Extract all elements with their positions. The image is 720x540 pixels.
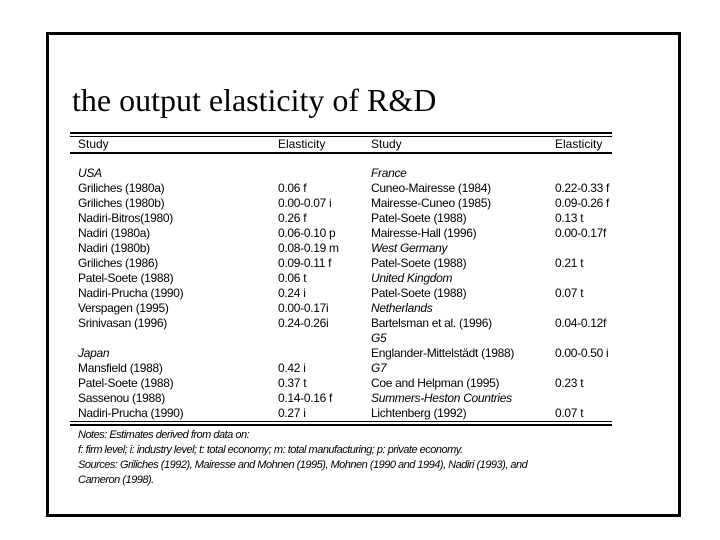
- study-name: Cuneo-Mairesse (1984): [371, 181, 491, 195]
- elasticity-value: 0.42 i: [278, 361, 306, 375]
- study-name: Griliches (1980a): [78, 181, 165, 195]
- elasticity-value: 0.07 t: [555, 406, 584, 420]
- country-group-heading: Netherlands: [371, 301, 433, 315]
- elasticity-value: 0.24 i: [278, 286, 306, 300]
- study-name: Sassenou (1988): [78, 391, 165, 405]
- elasticity-value: 0.00-0.07 i: [278, 196, 332, 210]
- elasticity-value: 0.06-0.10 p: [278, 226, 336, 240]
- elasticity-value: 0.21 t: [555, 256, 584, 270]
- table-bottom-rule-thin: [70, 421, 612, 422]
- elasticity-value: 0.37 t: [278, 376, 307, 390]
- study-name: Englander-Mittelstädt (1988): [371, 346, 515, 360]
- study-name: Lichtenberg (1992): [371, 406, 467, 420]
- elasticity-value: 0.23 t: [555, 376, 584, 390]
- header-rule: [70, 152, 612, 154]
- study-name: Bartelsman et al. (1996): [371, 316, 492, 330]
- elasticity-value: 0.09-0.26 f: [555, 196, 610, 210]
- table-bottom-rule: [70, 424, 612, 426]
- elasticity-value: 0.22-0.33 f: [555, 181, 610, 195]
- country-group-heading: G5: [371, 331, 387, 345]
- country-group-heading: USA: [78, 166, 102, 180]
- elasticity-value: 0.24-0.26i: [278, 316, 329, 330]
- elasticity-value: 0.04-0.12f: [555, 316, 607, 330]
- study-name: Nadiri-Bitros(1980): [78, 211, 173, 225]
- study-name: Nadiri-Prucha (1990): [78, 406, 184, 420]
- country-group-heading: United Kingdom: [371, 271, 453, 285]
- notes-line: Cameron (1998).: [78, 474, 154, 486]
- header-study-left: Study: [78, 137, 109, 151]
- header-study-right: Study: [371, 137, 402, 151]
- study-name: Nadiri (1980b): [78, 241, 150, 255]
- elasticity-value: 0.07 t: [555, 286, 584, 300]
- study-name: Nadiri (1980a): [78, 226, 150, 240]
- study-name: Patel-Soete (1988): [78, 271, 174, 285]
- study-name: Nadiri-Prucha (1990): [78, 286, 184, 300]
- notes-line: Notes: Estimates derived from data on:: [78, 429, 250, 441]
- slide-title: the output elasticity of R&D: [72, 82, 437, 118]
- elasticity-value: 0.14-0.16 f: [278, 391, 333, 405]
- table-top-rule-thin: [70, 136, 612, 137]
- table-top-rule: [70, 132, 612, 134]
- country-group-heading: West Germany: [371, 241, 448, 255]
- elasticity-value: 0.00-0.17i: [278, 301, 329, 315]
- elasticity-value: 0.08-0.19 m: [278, 241, 339, 255]
- study-name: Mairesse-Hall (1996): [371, 226, 477, 240]
- notes-line: Sources: Griliches (1992), Mairesse and Mohnen (1995), Mohnen (1990 and 1994), Nadiri (1993), and: [78, 459, 528, 471]
- elasticity-value: 0.00-0.50 i: [555, 346, 609, 360]
- elasticity-value: 0.06 t: [278, 271, 307, 285]
- country-group-heading: G7: [371, 361, 387, 375]
- elasticity-value: 0.06 f: [278, 181, 307, 195]
- study-name: Patel-Soete (1988): [371, 256, 467, 270]
- header-elasticity-left: Elasticity: [278, 137, 326, 151]
- study-name: Coe and Helpman (1995): [371, 376, 500, 390]
- study-name: Patel-Soete (1988): [371, 211, 467, 225]
- header-elasticity-right: Elasticity: [555, 137, 603, 151]
- elasticity-value: 0.26 f: [278, 211, 307, 225]
- country-group-heading: Summers-Heston Countries: [371, 391, 512, 405]
- country-group-heading: France: [371, 166, 407, 180]
- country-group-heading: Japan: [78, 346, 110, 360]
- study-name: Mansfield (1988): [78, 361, 163, 375]
- study-name: Mairesse-Cuneo (1985): [371, 196, 491, 210]
- study-name: Srinivasan (1996): [78, 316, 167, 330]
- elasticity-value: 0.00-0.17f: [555, 226, 607, 240]
- study-name: Verspagen (1995): [78, 301, 169, 315]
- elasticity-value: 0.09-0.11 f: [278, 256, 332, 270]
- study-name: Griliches (1986): [78, 256, 158, 270]
- study-name: Griliches (1980b): [78, 196, 165, 210]
- study-name: Patel-Soete (1988): [78, 376, 174, 390]
- study-name: Patel-Soete (1988): [371, 286, 467, 300]
- elasticity-value: 0.13 t: [555, 211, 584, 225]
- notes-line: f: firm level; i: industry level; t: total economy; m: total manufacturing; p: private economy.: [78, 444, 463, 456]
- elasticity-value: 0.27 i: [278, 406, 306, 420]
